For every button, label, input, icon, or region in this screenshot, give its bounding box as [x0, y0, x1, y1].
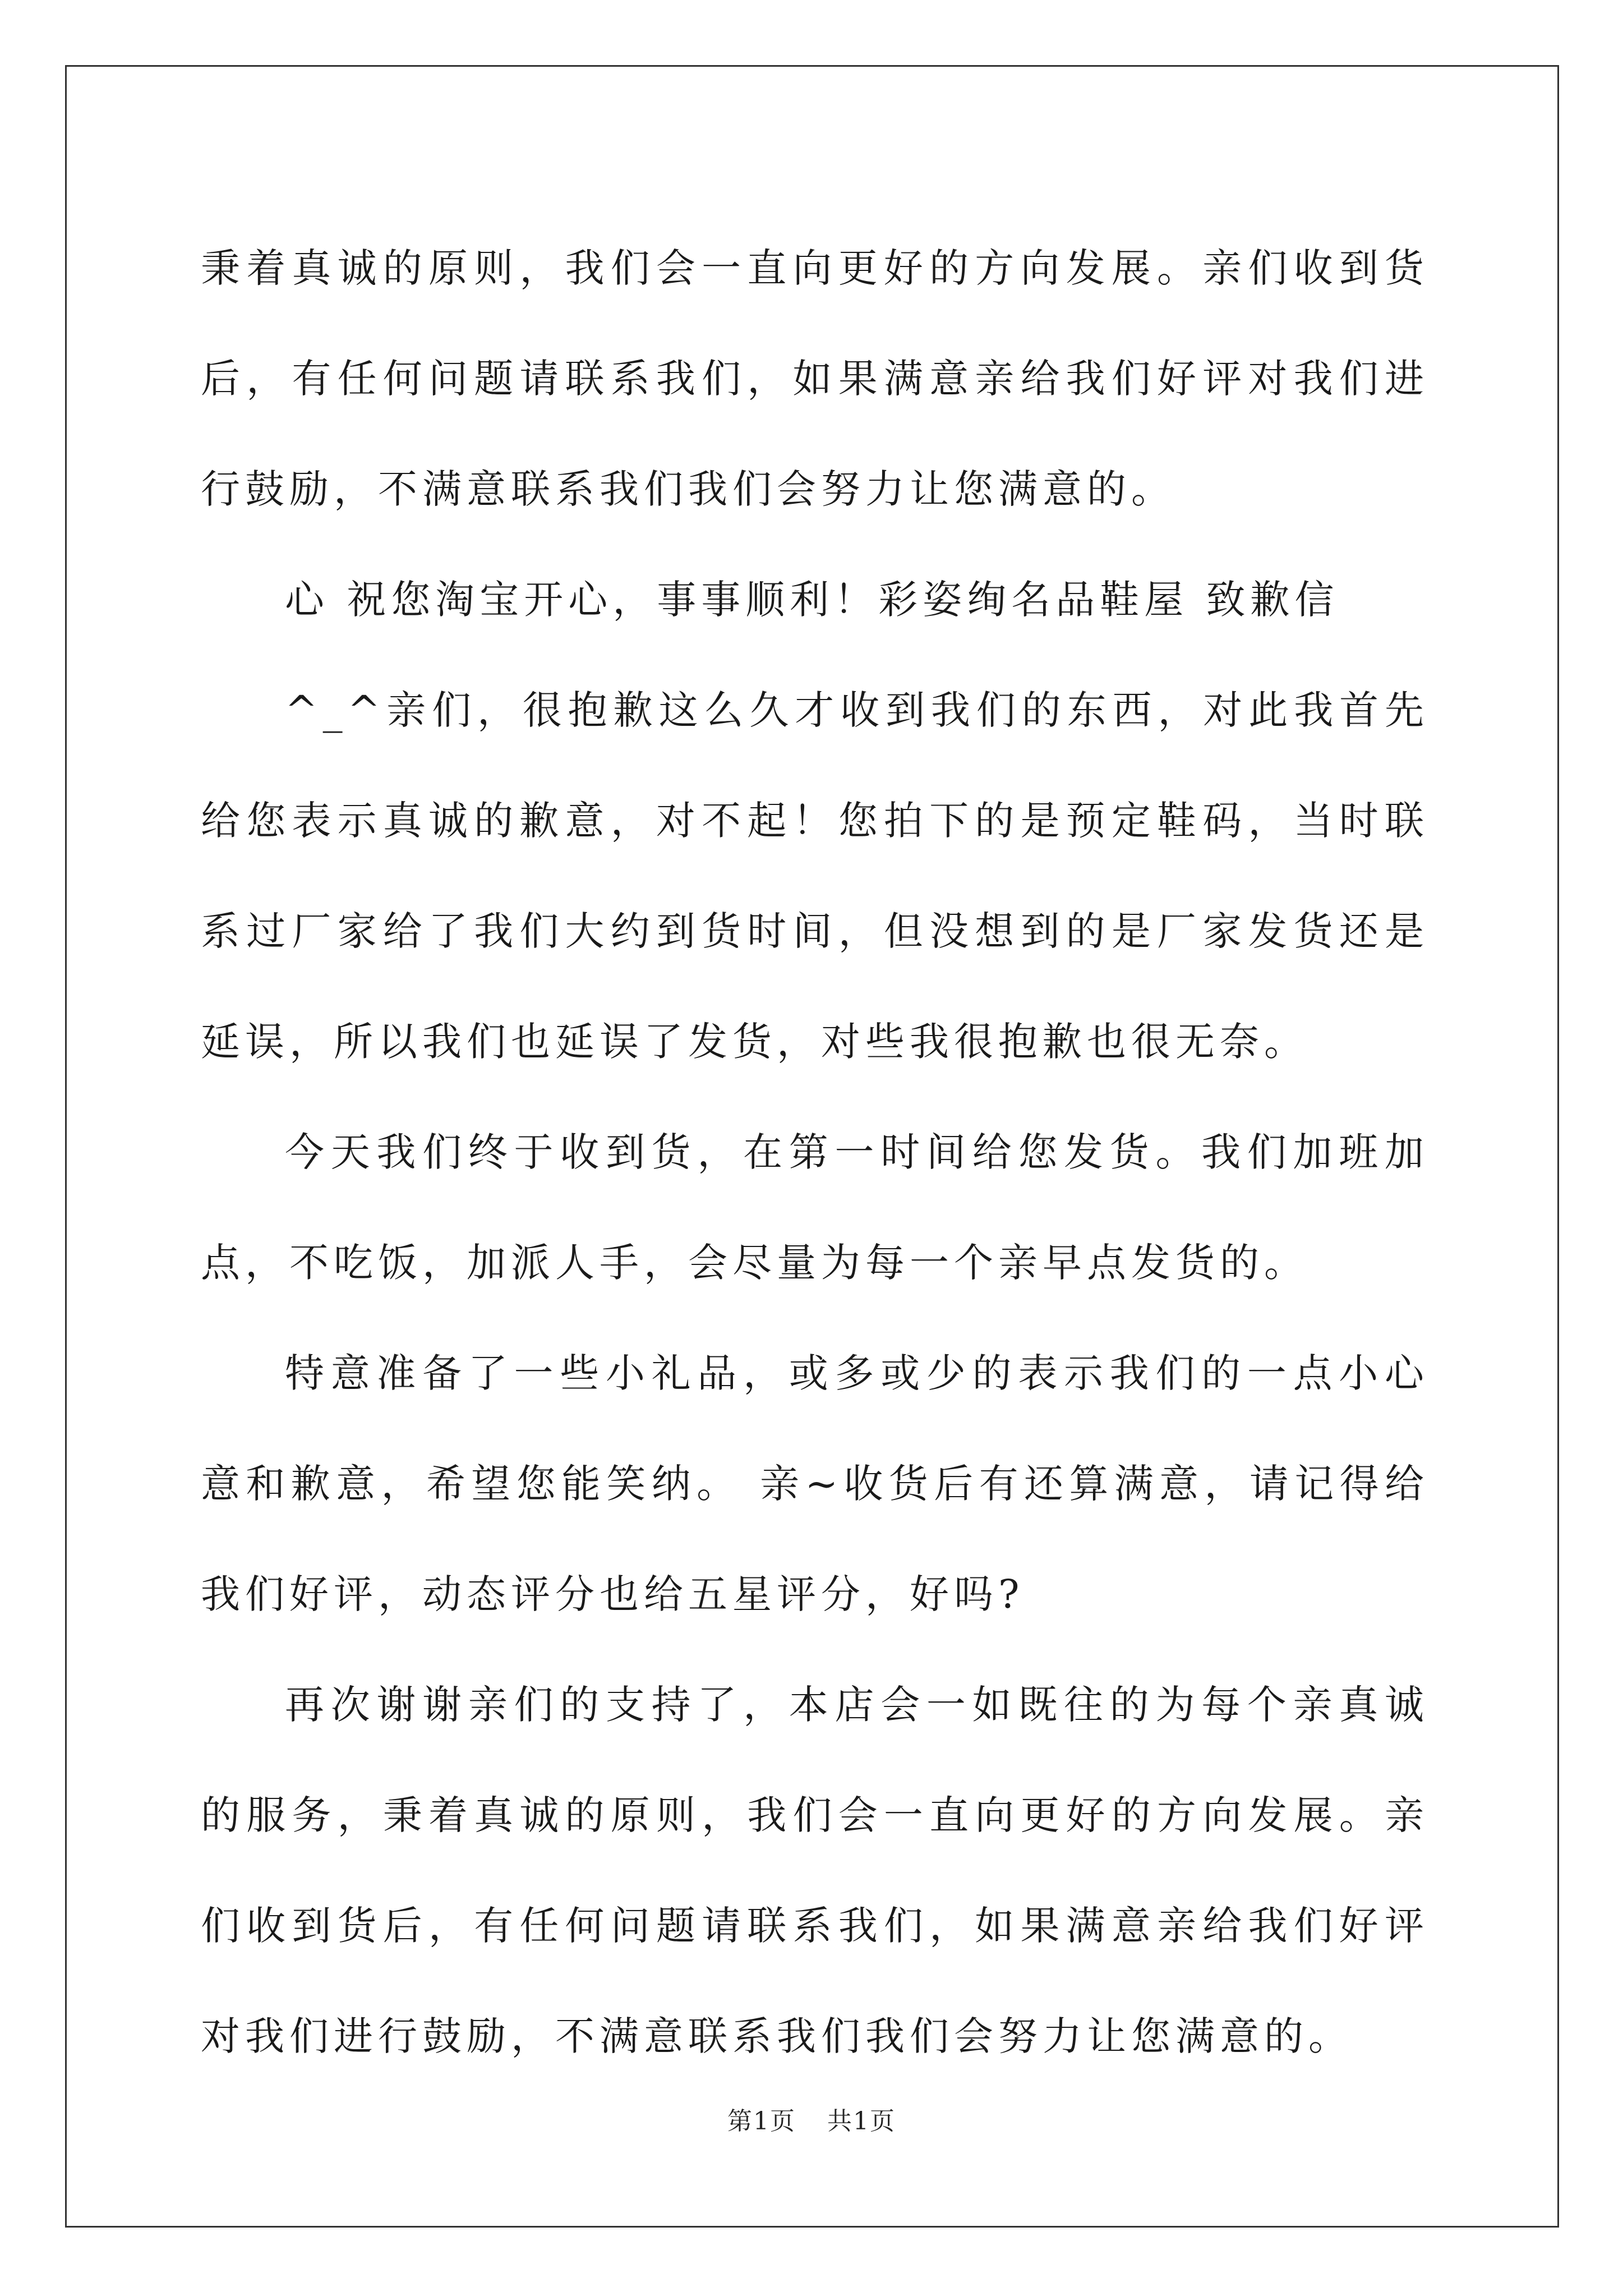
- document-body: [201, 213, 1429, 2092]
- paragraph-apology: ^_^亲们，很抱歉这么久才收到我们的东西，对此我首先给您表示真诚的歉意，对不起！您拍下的是预定鞋码，当时联系过厂家给了我们大约到货时间，但没想到的是厂家发货还是延误，所以我们也延误了发货，对些我很抱歉也很无奈。: [201, 687, 1429, 1065]
- page-footer: [0, 2101, 1623, 2137]
- paragraph-gift: 特意准备了一些小礼品，或多或少的表示我们的一点小心意和歉意，希望您能笑纳。 亲~收货后有还算满意，请记得给我们好评，动态评分也给五星评分，好吗?: [201, 1350, 1429, 1617]
- page-number-total: 共1页: [827, 2107, 896, 2136]
- paragraph-thanks: 再次谢谢亲们的支持了，本店会一如既往的为每个亲真诚的服务，秉着真诚的原则，我们会一直向更好的方向发展。亲们收到货后，有任何问题请联系我们，如果满意亲给我们好评对我们进行鼓励，不满意联系我们我们会努力让您满意的。: [201, 1682, 1429, 2059]
- paragraph-continuation: 秉着真诚的原则，我们会一直向更好的方向发展。亲们收到货后，有任何问题请联系我们，如果满意亲给我们好评对我们进行鼓励，不满意联系我们我们会努力让您满意的。: [201, 245, 1429, 512]
- paragraph-shipping: 今天我们终于收到货，在第一时间给您发货。我们加班加点，不吃饭，加派人手，会尽量为每一个亲早点发货的。: [201, 1129, 1429, 1286]
- paragraph-closing-wish: 心 祝您淘宝开心，事事顺利！彩姿绚名品鞋屋 致歉信: [285, 577, 1339, 623]
- page-number-current: 第1页: [727, 2107, 796, 2136]
